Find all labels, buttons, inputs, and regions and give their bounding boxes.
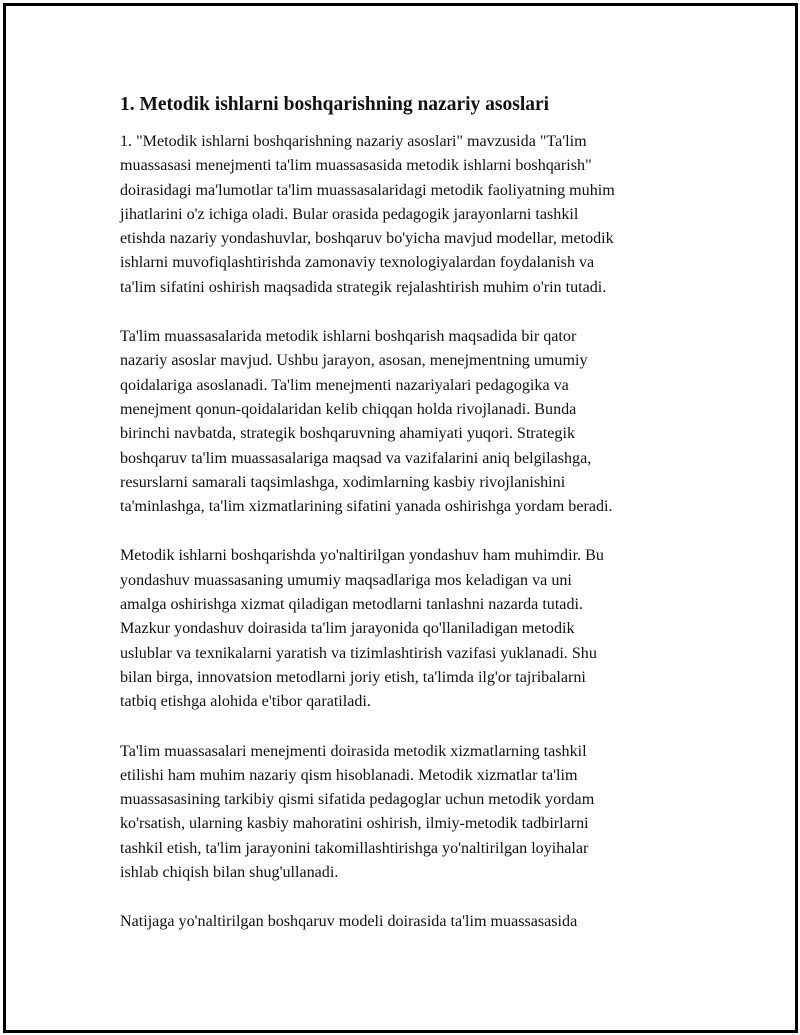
text-line: muassasasi menejmenti ta'lim muassasasida metodik ishlarni boshqarish" xyxy=(120,157,592,175)
text-line: ta'lim sifatini oshirish maqsadida strategik rejalashtirish muhim o'rin tutadi. xyxy=(120,278,607,296)
text-line: Natijaga yo'naltirilgan boshqaruv modeli doirasida ta'lim muassasasida xyxy=(120,913,578,931)
text-line: resurslarni samarali taqsimlashga, xodimlarning kasbiy rivojlanishini xyxy=(120,473,566,491)
text-line: Ta'lim muassasalarida metodik ishlarni boshqarish maqsadida bir qator xyxy=(120,328,577,346)
text-line: nazariy asoslar mavjud. Ushbu jarayon, asosan, menejmentning umumiy xyxy=(120,352,588,370)
text-line: ishlab chiqish bilan shug'ullanadi. xyxy=(120,864,339,882)
text-line: boshqaruv ta'lim muassasalariga maqsad va vazifalarini aniq belgilashga, xyxy=(120,449,592,467)
text-line: tatbiq etishga alohida e'tibor qaratiladi. xyxy=(120,693,371,711)
paragraph-2 xyxy=(120,325,700,519)
text-line: bilan birga, innovatsion metodlarni joriy etish, ta'limda ilg'or tajribalarni xyxy=(120,668,586,686)
page-frame xyxy=(3,3,798,1033)
text-line: Mazkur yondashuv doirasida ta'lim jarayonida qo'llaniladigan metodik xyxy=(120,620,575,638)
paragraph-3 xyxy=(120,544,700,714)
text-line: muassasasining tarkibiy qismi sifatida pedagoglar uchun metodik yordam xyxy=(120,791,595,809)
text-line: 1. "Metodik ishlarni boshqarishning nazariy asoslari" mavzusida "Ta'lim xyxy=(120,133,587,150)
text-line: doirasidagi ma'lumotlar ta'lim muassasalaridagi metodik faoliyatning muhim xyxy=(120,181,615,199)
text-line: tashkil etish, ta'lim jarayonini takomillashtirishga yo'naltirilgan loyihalar xyxy=(120,839,589,857)
text-line: etishda nazariy yondashuvlar, boshqaruv bo'yicha mavjud modellar, metodik xyxy=(120,230,614,248)
text-line: ko'rsatish, ularning kasbiy mahoratini oshirish, ilmiy-metodik tadbirlarni xyxy=(120,815,589,833)
document-body xyxy=(120,92,700,960)
text-line: etilishi ham muhim nazariy qism hisoblanadi. Metodik xizmatlar ta'lim xyxy=(120,766,578,784)
text-line: jihatlarini o'z ichiga oladi. Bular orasida pedagogik jarayonlarni tashkil xyxy=(120,205,579,223)
paragraph-1 xyxy=(120,130,700,300)
text-line: Metodik ishlarni boshqarishda yo'naltirilgan yondashuv ham muhimdir. Bu xyxy=(120,547,604,565)
paragraph-5 xyxy=(120,910,700,934)
text-line: ta'minlashga, ta'lim xizmatlarining sifatini yanada oshirishga yordam beradi. xyxy=(120,498,613,516)
text-line: qoidalariga asoslanadi. Ta'lim menejmenti nazariyalari pedagogika va xyxy=(120,376,569,394)
section-heading: 1. Metodik ishlarni boshqarishning nazariy asoslari xyxy=(120,94,550,115)
text-line: ishlarni muvofiqlashtirishda zamonaviy texnologiyalardan foydalanish va xyxy=(120,254,595,272)
text-line: yondashuv muassasaning umumiy maqsadlariga mos keladigan va uni xyxy=(120,571,572,589)
text-line: uslublar va texnikalarni yaratish va tizimlashtirish vazifasi yuklanadi. Shu xyxy=(120,644,597,662)
text-line: menejment qonun-qoidalaridan kelib chiqqan holda rivojlanadi. Bunda xyxy=(120,400,577,418)
paragraph-4 xyxy=(120,740,700,886)
text-line: Ta'lim muassasalari menejmenti doirasida metodik xizmatlarning tashkil xyxy=(120,742,587,760)
text-line: birinchi navbatda, strategik boshqaruvning ahamiyati yuqori. Strategik xyxy=(120,425,575,443)
text-line: amalga oshirishga xizmat qiladigan metodlarni tanlashni nazarda tutadi. xyxy=(120,596,583,614)
